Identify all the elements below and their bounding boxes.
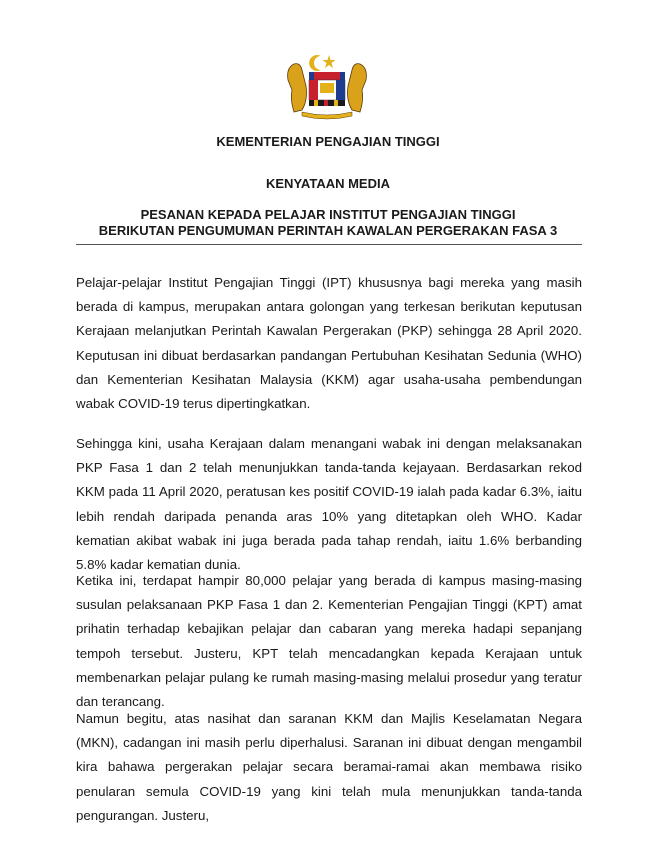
title-divider xyxy=(76,244,582,245)
coat-of-arms-icon xyxy=(284,50,370,120)
statement-title-line-1: PESANAN KEPADA PELAJAR INSTITUT PENGAJIAN TINGGI xyxy=(140,207,516,222)
paragraph-4: Namun begitu, atas nasihat dan saranan KKM dan Majlis Keselamatan Negara (MKN), cadangan ini masih perlu diperhalusi. Saranan ini dibuat dengan mengambil kira bahawa pergerakan pelajar secara beramai-ramai akan membawa risiko penularan semula COVID-19 yang kini telah mula menunjukkan tanda-tanda pengurangan. Justeru, xyxy=(76,711,582,823)
paragraph-3: Ketika ini, terdapat hampir 80,000 pelajar yang berada di kampus masing-masing susulan pelaksanaan PKP Fasa 1 dan 2. Kementerian Pengajian Tinggi (KPT) amat prihatin terhadap kebajikan pelajar dan cabaran yang mereka hadapi sepanjang tempoh tersebut. Justeru, KPT telah mencadangkan kepada Kerajaan untuk membenarkan pelajar pulang ke rumah masing-masing melalui prosedur yang teratur dan terancang. xyxy=(76,573,582,710)
ministry-name: KEMENTERIAN PENGAJIAN TINGGI xyxy=(216,134,440,149)
document-type: KENYATAAN MEDIA xyxy=(266,176,390,191)
statement-title-line-2: BERIKUTAN PENGUMUMAN PERINTAH KAWALAN PERGERAKAN FASA 3 xyxy=(98,223,558,238)
paragraph-2: Sehingga kini, usaha Kerajaan dalam menangani wabak ini dengan melaksanakan PKP Fasa 1 dan 2 telah menunjukkan tanda-tanda kejayaan. Berdasarkan rekod KKM pada 11 April 2020, peratusan kes positif COVID-19 ialah pada kadar 6.3%, iaitu lebih rendah daripada penanda aras 10% yang ditetapkan oleh WHO. Kadar kematian akibat wabak ini juga berada pada tahap rendah, iaitu 1.6% berbanding 5.8% kadar kematian dunia. xyxy=(76,436,582,573)
paragraph-1: Pelajar-pelajar Institut Pengajian Tinggi (IPT) khususnya bagi mereka yang masih berada di kampus, merupakan antara golongan yang terkesan berikutan keputusan Kerajaan melanjutkan Perintah Kawalan Pergerakan (PKP) sehingga 28 April 2020. Keputusan ini dibuat berdasarkan pandangan Pertubuhan Kesihatan Sedunia (WHO) dan Kementerian Kesihatan Malaysia (KKM) agar usaha-usaha pembendungan wabak COVID-19 terus dipertingkatkan. xyxy=(76,275,582,412)
